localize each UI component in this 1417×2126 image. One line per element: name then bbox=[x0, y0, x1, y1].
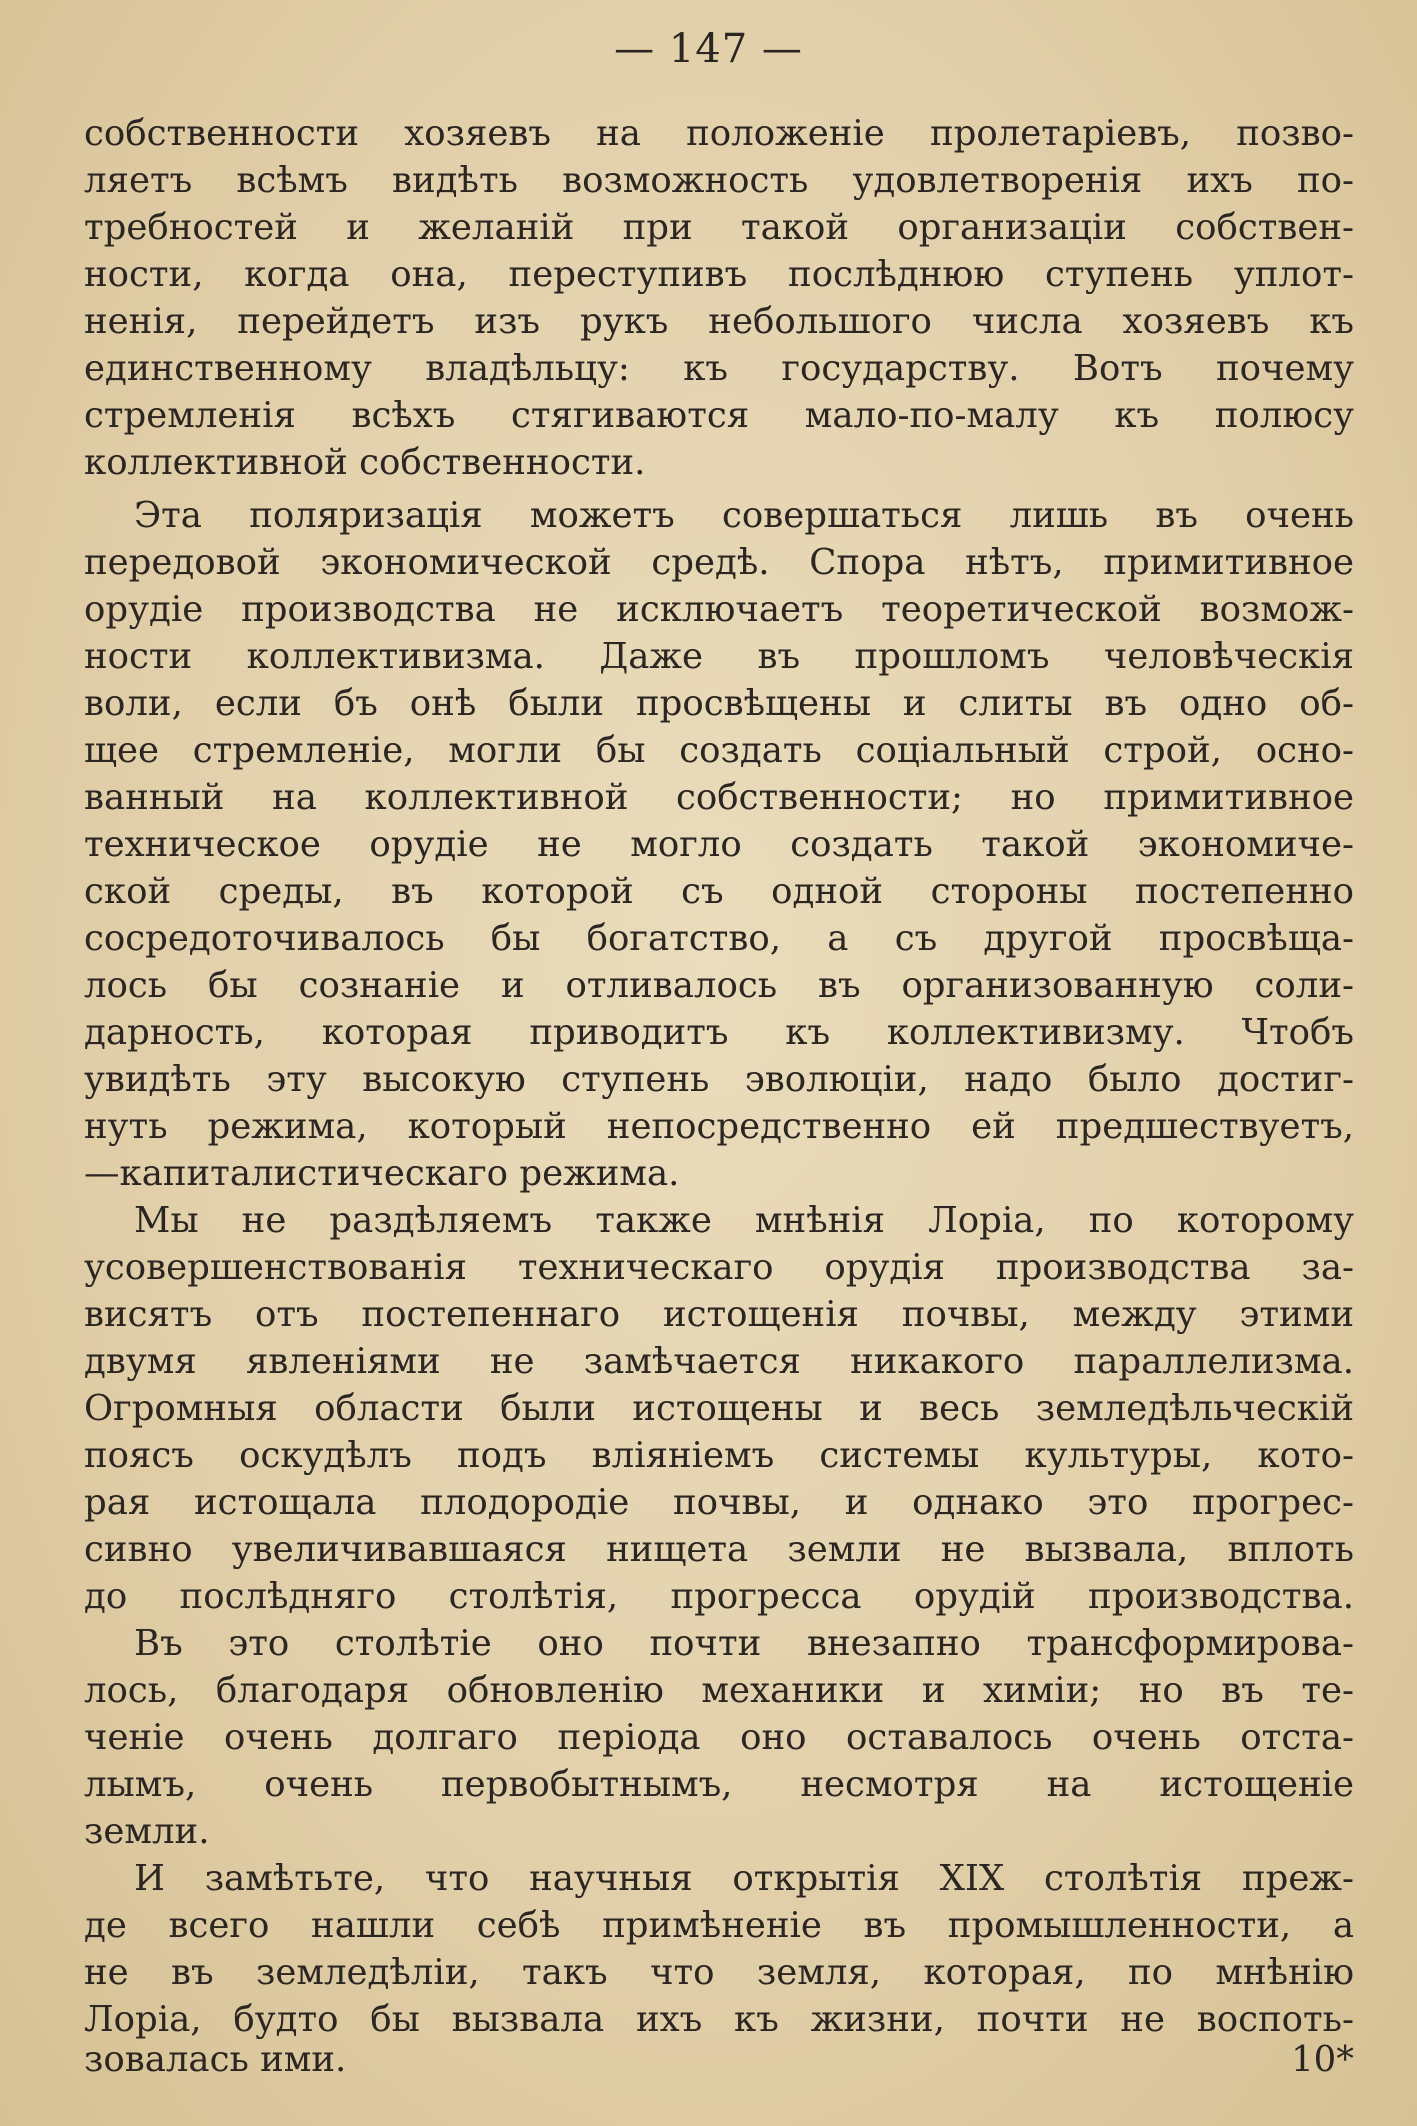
text-line: собственности хозяевъ на положеніе пролетаріевъ, позво- bbox=[84, 113, 1354, 154]
text-line: передовой экономической средѣ. Спора нѣтъ, примитивное bbox=[84, 542, 1354, 583]
text-line: Въ это столѣтіе оно почти внезапно трансформирова- bbox=[134, 1623, 1354, 1664]
text-line: —капиталистическаго режима. bbox=[84, 1153, 680, 1194]
last-line-start: зовалась ими. bbox=[84, 2039, 347, 2080]
text-line: висятъ отъ постепеннаго истощенія почвы, между этими bbox=[84, 1294, 1354, 1335]
text-line: Мы не раздѣляемъ также мнѣнія Лоріа, по которому bbox=[134, 1200, 1354, 1241]
text-line: сивно увеличивавшаяся нищета земли не вызвала, вплоть bbox=[84, 1529, 1354, 1570]
text-line: единственному владѣльцу: къ государству. Вотъ почему bbox=[84, 348, 1354, 389]
text-line: ляетъ всѣмъ видѣть возможность удовлетворенія ихъ по- bbox=[84, 160, 1354, 201]
text-line: орудіе производства не исключаетъ теоретической возмож- bbox=[84, 589, 1354, 630]
text-line: усовершенствованія техническаго орудія производства за- bbox=[84, 1247, 1354, 1288]
text-line: ности, когда она, переступивъ послѣднюю ступень уплот- bbox=[84, 254, 1354, 295]
text-line: коллективной собственности. bbox=[84, 442, 646, 483]
text-line: И замѣтьте, что научныя открытія XIX столѣтія преж- bbox=[134, 1858, 1354, 1899]
text-line: нуть режима, который непосредственно ей предшествуетъ, bbox=[84, 1106, 1354, 1147]
text-line: техническое орудіе не могло создать такой экономиче- bbox=[84, 824, 1354, 865]
text-line: дарность, которая приводитъ къ коллективизму. Чтобъ bbox=[84, 1012, 1354, 1053]
text-line: ности коллективизма. Даже въ прошломъ человѣческія bbox=[84, 636, 1354, 677]
text-line: до послѣдняго столѣтія, прогресса орудій производства. bbox=[84, 1576, 1354, 1617]
text-line: Лоріа, будто бы вызвала ихъ къ жизни, почти не воспоть- bbox=[84, 1999, 1354, 2040]
text-line: ченіе очень долгаго періода оно оставалось очень отста- bbox=[84, 1717, 1354, 1758]
page-number: — 147 — bbox=[614, 26, 803, 72]
text-line: де всего нашли себѣ примѣненіе въ промышленности, а bbox=[84, 1905, 1354, 1946]
text-line: земли. bbox=[84, 1811, 210, 1852]
text-line: увидѣть эту высокую ступень эволюціи, надо было достиг- bbox=[84, 1059, 1354, 1100]
paragraph-1 bbox=[84, 110, 1354, 486]
paragraph-5 bbox=[84, 1855, 1354, 2043]
text-line: щее стремленіе, могли бы создать соціальный строй, осно- bbox=[84, 730, 1354, 771]
text-line: стремленія всѣхъ стягиваются мало-по-малу къ полюсу bbox=[84, 395, 1354, 436]
text-line: Огромныя области были истощены и весь земледѣльческій bbox=[84, 1388, 1354, 1429]
paragraph-4 bbox=[84, 1620, 1354, 1855]
text-line: сосредоточивалось бы богатство, а съ другой просвѣща- bbox=[84, 918, 1354, 959]
text-line: ненія, перейдетъ изъ рукъ небольшого числа хозяевъ къ bbox=[84, 301, 1354, 342]
text-line: двумя явленіями не замѣчается никакого параллелизма. bbox=[84, 1341, 1354, 1382]
signature-mark: 10* bbox=[1291, 2039, 1354, 2080]
text-line: ской среды, въ которой съ одной стороны постепенно bbox=[84, 871, 1354, 912]
body-text bbox=[84, 110, 1354, 2043]
paragraph-3 bbox=[84, 1197, 1354, 1620]
text-line: Эта поляризація можетъ совершаться лишь въ очень bbox=[134, 495, 1354, 536]
text-line: не въ земледѣліи, такъ что земля, которая, по мнѣнію bbox=[84, 1952, 1354, 1993]
text-line: требностей и желаній при такой организаціи собствен- bbox=[84, 207, 1354, 248]
text-line: ванный на коллективной собственности; но примитивное bbox=[84, 777, 1354, 818]
text-line: поясъ оскудѣлъ подъ вліяніемъ системы культуры, кото- bbox=[84, 1435, 1354, 1476]
page-footer bbox=[84, 2036, 1354, 2083]
text-line: лось бы сознаніе и отливалось въ организованную соли- bbox=[84, 965, 1354, 1006]
text-line: лось, благодаря обновленію механики и химіи; но въ те- bbox=[84, 1670, 1354, 1711]
paragraph-2 bbox=[84, 492, 1354, 1197]
text-line: воли, если бъ онѣ были просвѣщены и слиты въ одно об- bbox=[84, 683, 1354, 724]
text-line: рая истощала плодородіе почвы, и однако это прогрес- bbox=[84, 1482, 1354, 1523]
text-line: лымъ, очень первобытнымъ, несмотря на истощеніе bbox=[84, 1764, 1354, 1805]
